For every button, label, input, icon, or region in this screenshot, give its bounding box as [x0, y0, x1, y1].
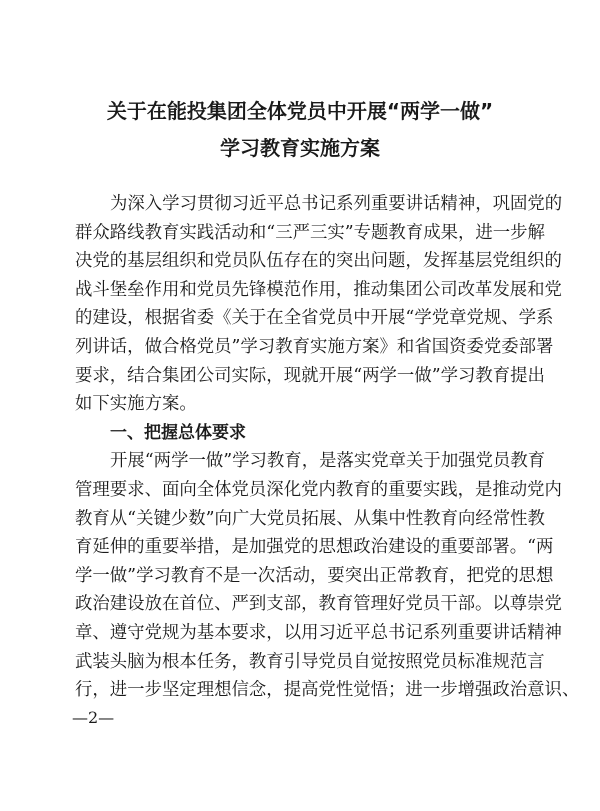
paragraph-2-line: 章、遵守党规为基本要求，以用习近平总书记系列重要讲话精神: [75, 622, 562, 643]
document-body: [75, 190, 580, 705]
paragraph-1-line: 为深入学习贯彻习近平总书记系列重要讲话精神，巩固党的: [110, 194, 563, 214]
paragraph-1-line: 决党的基层组织和党员队伍存在的突出问题，发挥基层党组织的: [75, 251, 562, 272]
document-title-line-1: 关于在能投集团全体党员中开展“两学一做”: [106, 99, 494, 123]
page-number: —2—: [72, 708, 115, 727]
paragraph-2-line: 武装头脑为根本任务，教育引导党员自觉按照党员标准规范言: [75, 651, 545, 672]
paragraph-1-line: 群众路线教育实践活动和“三严三实”专题教育成果，进一步解: [75, 222, 545, 243]
paragraph-1-line: 的建设，根据省委《关于在全省党员中开展“学党章党规、学系: [75, 308, 554, 329]
paragraph-2-line: 行，进一步坚定理想信念，提高党性觉悟；进一步增强政治意识、: [75, 680, 580, 701]
paragraph-2-line: 教育从“关键少数”向广大党员拓展、从集中性教育向经常性教: [75, 508, 545, 529]
section-heading: 一、把握总体要求: [110, 422, 246, 443]
document-title-line-2: 学习教育实施方案: [220, 136, 380, 160]
paragraph-2-line: 管理要求、面向全体党员深化党内教育的重要实践，是推动党内: [75, 479, 562, 500]
paragraph-1-line: 列讲话，做合格党员”学习教育实施方案》和省国资委党委部署: [75, 336, 554, 357]
paragraph-1-line: 如下实施方案。: [75, 394, 197, 415]
paragraph-2-line: 政治建设放在首位、严到支部，教育管理好党员干部。以尊崇党: [75, 594, 562, 615]
paragraph-2-line: 学一做”学习教育不是一次活动，要突出正常教育，把党的思想: [75, 565, 554, 586]
paragraph-2-line: 开展“两学一做”学习教育，是落实党章关于加强党员教育: [110, 451, 546, 472]
paragraph-2-line: 育延伸的重要举措，是加强党的思想政治建设的重要部署。“两: [75, 537, 554, 558]
paragraph-1-line: 要求，结合集团公司实际，现就开展“两学一做”学习教育提出: [75, 365, 545, 386]
paragraph-1-line: 战斗堡垒作用和党员先锋模范作用，推动集团公司改革发展和党: [75, 279, 562, 300]
